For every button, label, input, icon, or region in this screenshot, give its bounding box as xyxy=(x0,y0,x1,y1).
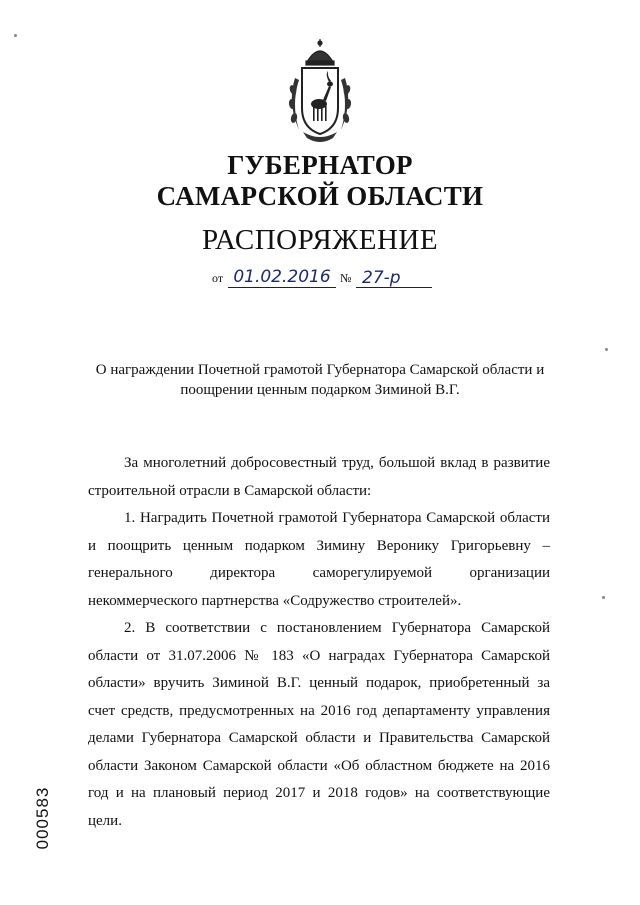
scan-speck xyxy=(14,34,17,37)
date-number-line xyxy=(212,266,442,290)
serial-number-stamp xyxy=(33,778,53,858)
order-body xyxy=(88,450,550,835)
serial-number: 000583 xyxy=(33,786,52,850)
preamble-paragraph: За многолетний добросовестный труд, большой вклад в развитие строительной отрасли в Самарской области: xyxy=(88,455,550,499)
scan-speck xyxy=(602,596,605,599)
date-label: от xyxy=(212,271,224,285)
subject-line-2: поощрении ценным подарком Зиминой В.Г. xyxy=(180,382,460,398)
date-value: 01.02.2016 xyxy=(228,267,336,288)
subject-heading xyxy=(80,360,560,400)
item-1-paragraph: 1. Наградить Почетной грамотой Губернатора Самарской области и поощрить ценным подарком Зимину Веронику Григорьевну – генерального директора саморегулируемой организации некоммерческого партнерства «Содружество строителей». xyxy=(88,510,550,609)
item-2-paragraph: 2. В соответствии с постановлением Губернатора Самарской области от 31.07.2006 № 183 «О наградах Губернатора Самарской области» вручить Зиминой В.Г. ценный подарок, приобретенный за счет средств, предусмотренных на 2016 год департаменту управления делами Губернатора Самарской области и Правительства Самарской области Законом Самарской области «Об областном бюджете на 2016 год и на плановый период 2017 и 2018 годов» на соответствующие цели. xyxy=(88,620,550,829)
samara-coat-of-arms-icon xyxy=(285,38,355,148)
number-value: 27-р xyxy=(356,268,432,288)
number-label: № xyxy=(340,271,352,285)
document-type: РАСПОРЯЖЕНИЕ xyxy=(201,224,439,256)
region-title: САМАРСКОЙ ОБЛАСТИ xyxy=(156,181,484,211)
scan-speck xyxy=(605,348,608,351)
governor-title: ГУБЕРНАТОР xyxy=(227,150,413,180)
subject-line-1: О награждении Почетной грамотой Губернатора Самарской области и xyxy=(95,362,545,378)
